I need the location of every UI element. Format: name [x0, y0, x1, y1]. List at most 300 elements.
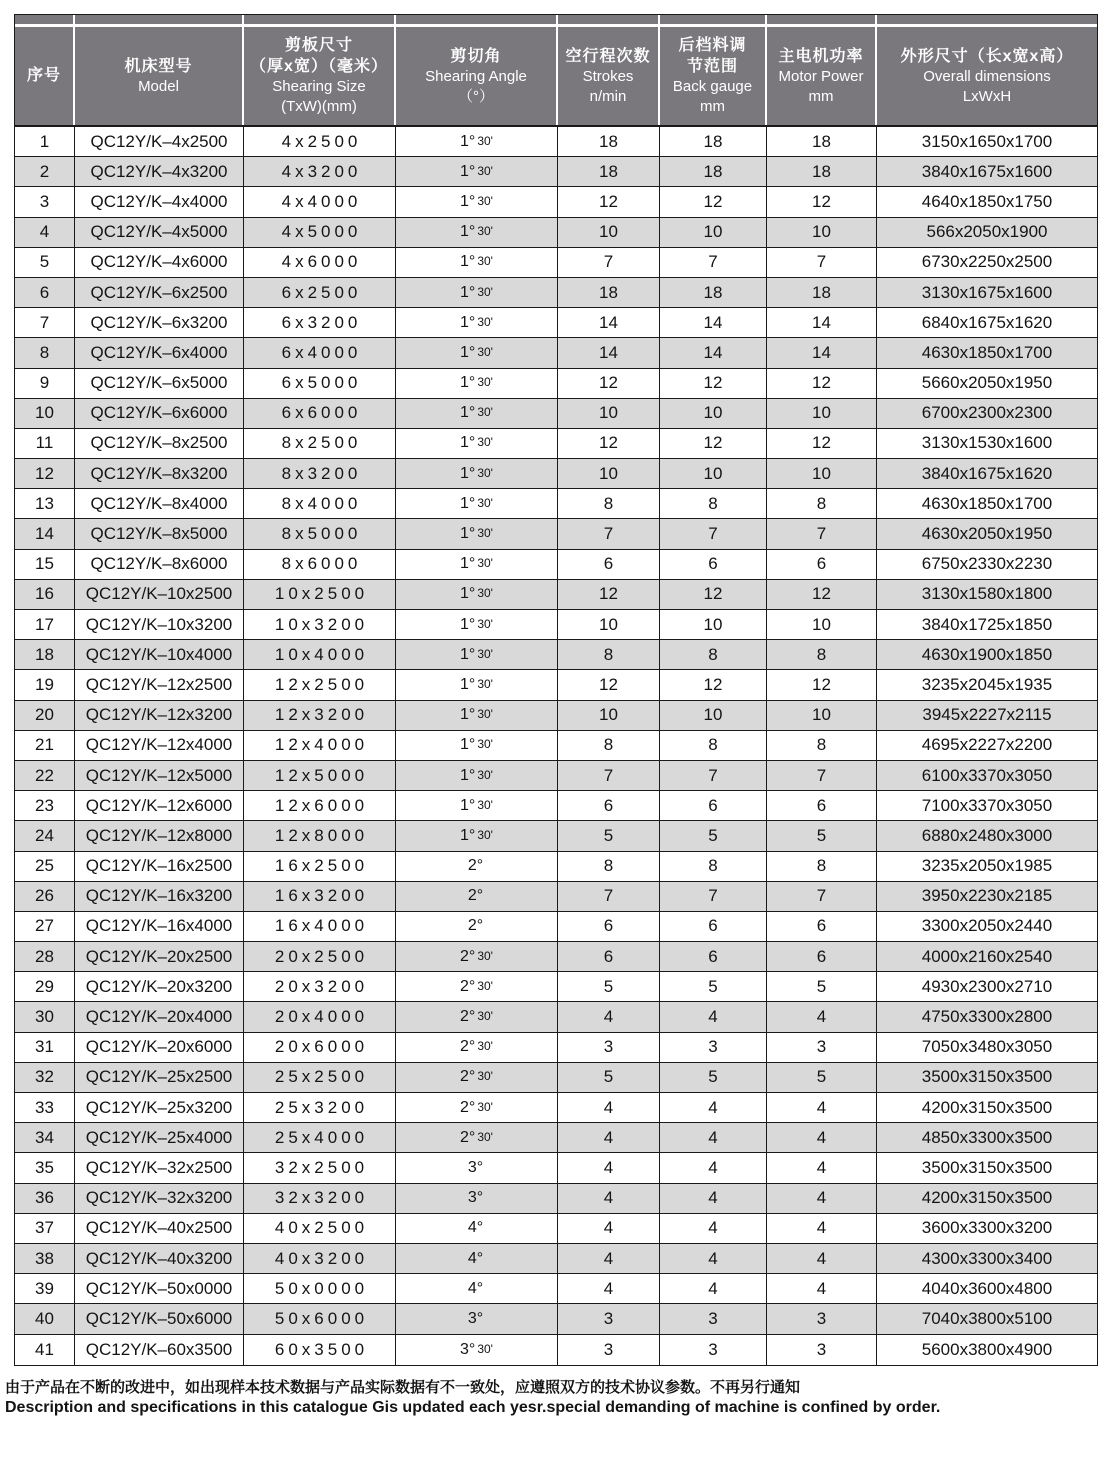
cell-size: 12x5000 [244, 761, 396, 790]
angle-degrees: 2° [460, 1068, 476, 1086]
footnote-en: Description and specifications in this catalogue Gis updated each yesr.special demanding of machine is confined by order. [5, 1399, 941, 1417]
cell-size: 25x3200 [244, 1093, 396, 1122]
cell-size: 12x8000 [244, 821, 396, 850]
cell-model: QC12Y/K–10x4000 [75, 640, 244, 669]
cell-motor: 5 [767, 972, 877, 1001]
angle-minutes: 30' [477, 1039, 493, 1054]
cell-model: QC12Y/K–40x3200 [75, 1244, 244, 1273]
angle-minutes: 30' [477, 767, 493, 782]
angle-degrees: 1° [460, 374, 476, 392]
cell-back-gauge: 3 [660, 1304, 767, 1333]
cell-angle [396, 248, 558, 277]
cell-no: 5 [15, 248, 75, 277]
cell-size: 6x5000 [244, 369, 396, 398]
cell-size: 25x4000 [244, 1123, 396, 1152]
table-header [15, 15, 1097, 127]
cell-no: 30 [15, 1002, 75, 1031]
cell-motor: 3 [767, 1304, 877, 1333]
cell-size: 10x2500 [244, 580, 396, 609]
cell-angle [396, 519, 558, 548]
cell-no: 31 [15, 1033, 75, 1062]
cell-size: 8x2500 [244, 429, 396, 458]
cell-model: QC12Y/K–8x2500 [75, 429, 244, 458]
table-row [15, 1153, 1097, 1183]
angle-degrees: 1° [460, 706, 476, 724]
cell-overall: 5600x3800x4900 [921, 1339, 1053, 1359]
table-row [15, 248, 1097, 278]
cell-model: QC12Y/K–4x6000 [75, 248, 244, 277]
cell-motor: 12 [767, 580, 877, 609]
cell-motor: 4 [767, 1244, 877, 1273]
table-row [15, 1214, 1097, 1244]
header-label: 主电机功率 [778, 47, 864, 65]
cell-back-gauge: 10 [660, 459, 767, 488]
cell-angle [396, 1063, 558, 1092]
angle-minutes: 30' [477, 314, 493, 329]
cell-size: 16x4000 [244, 912, 396, 941]
angle-degrees: 1° [460, 464, 476, 482]
cell-model: QC12Y/K–16x4000 [75, 912, 244, 941]
cell-angle [396, 1304, 558, 1333]
cell-no: 15 [15, 550, 75, 579]
cell-no: 9 [15, 369, 75, 398]
cell-strokes: 6 [558, 912, 660, 941]
cell-model: QC12Y/K–20x4000 [75, 1002, 244, 1031]
cell-strokes: 4 [558, 1093, 660, 1122]
cell-overall: 3300x2050x2440 [921, 916, 1053, 936]
cell-back-gauge: 8 [660, 640, 767, 669]
cell-size: 4x5000 [244, 218, 396, 247]
cell-no: 36 [15, 1184, 75, 1213]
angle-degrees: 1° [460, 645, 476, 663]
angle-degrees: 1° [460, 253, 476, 271]
cell-motor: 5 [767, 821, 877, 850]
header-label: (TxW)(mm) [281, 98, 357, 116]
cell-motor: 4 [767, 1002, 877, 1031]
table-row [15, 1184, 1097, 1214]
cell-angle [396, 1033, 558, 1062]
cell-no: 41 [15, 1335, 75, 1365]
cell-no: 28 [15, 942, 75, 971]
angle-degrees: 1° [460, 192, 476, 210]
cell-back-gauge: 6 [660, 942, 767, 971]
cell-back-gauge: 6 [660, 550, 767, 579]
angle-minutes: 30' [477, 435, 493, 450]
cell-strokes: 5 [558, 821, 660, 850]
angle-minutes: 30' [477, 978, 493, 993]
cell-size: 8x4000 [244, 489, 396, 518]
cell-strokes: 6 [558, 550, 660, 579]
cell-motor: 10 [767, 459, 877, 488]
cell-size: 12x4000 [244, 731, 396, 760]
cell-overall: 6750x2330x2230 [921, 554, 1053, 574]
angle-minutes: 30' [477, 1009, 493, 1024]
cell-angle [396, 187, 558, 216]
cell-overall: 5660x2050x1950 [921, 373, 1053, 393]
cell-back-gauge: 7 [660, 519, 767, 548]
angle-degrees: 1° [460, 615, 476, 633]
cell-back-gauge: 14 [660, 338, 767, 367]
header-label: 空行程次数 [565, 47, 651, 65]
cell-overall: 3950x2230x2185 [921, 886, 1053, 906]
cell-angle [396, 429, 558, 458]
cell-back-gauge: 12 [660, 429, 767, 458]
cell-no: 24 [15, 821, 75, 850]
cell-angle [396, 1244, 558, 1273]
angle-minutes: 30' [477, 616, 493, 631]
cell-motor: 12 [767, 369, 877, 398]
cell-no: 13 [15, 489, 75, 518]
cell-no: 35 [15, 1153, 75, 1182]
cell-back-gauge: 4 [660, 1123, 767, 1152]
cell-no: 39 [15, 1274, 75, 1303]
cell-size: 10x4000 [244, 640, 396, 669]
cell-strokes: 14 [558, 308, 660, 337]
cell-overall: 3600x3300x3200 [921, 1218, 1053, 1238]
cell-angle [396, 1002, 558, 1031]
cell-strokes: 6 [558, 791, 660, 820]
cell-angle [396, 821, 558, 850]
angle-degrees: 1° [460, 736, 476, 754]
cell-model: QC12Y/K–12x5000 [75, 761, 244, 790]
cell-model: QC12Y/K–6x2500 [75, 278, 244, 307]
cell-motor: 12 [767, 429, 877, 458]
cell-no: 3 [15, 187, 75, 216]
angle-degrees: 1° [460, 132, 476, 150]
cell-no: 14 [15, 519, 75, 548]
cell-angle [396, 1214, 558, 1243]
cell-back-gauge: 10 [660, 218, 767, 247]
angle-degrees: 2° [467, 887, 484, 905]
cell-size: 12x3200 [244, 701, 396, 730]
table-row [15, 761, 1097, 791]
header-label: mm [700, 98, 725, 116]
cell-model: QC12Y/K–8x5000 [75, 519, 244, 548]
cell-motor: 7 [767, 761, 877, 790]
cell-size: 12x6000 [244, 791, 396, 820]
cell-model: QC12Y/K–50x6000 [75, 1304, 244, 1333]
table-row [15, 489, 1097, 519]
angle-degrees: 2° [467, 857, 484, 875]
cell-no: 8 [15, 338, 75, 367]
cell-overall: 3235x2050x1985 [921, 856, 1053, 876]
cell-no: 33 [15, 1093, 75, 1122]
table-row [15, 1093, 1097, 1123]
cell-no: 17 [15, 610, 75, 639]
cell-model: QC12Y/K–4x5000 [75, 218, 244, 247]
cell-motor: 3 [767, 1335, 877, 1365]
cell-overall: 4200x3150x3500 [921, 1188, 1053, 1208]
table-row [15, 338, 1097, 368]
cell-overall: 3130x1530x1600 [921, 433, 1053, 453]
cell-no: 25 [15, 852, 75, 881]
angle-degrees: 1° [460, 343, 476, 361]
cell-angle [396, 972, 558, 1001]
cell-strokes: 8 [558, 731, 660, 760]
cell-overall: 7100x3370x3050 [921, 795, 1053, 815]
angle-degrees: 1° [460, 313, 476, 331]
table-row [15, 1244, 1097, 1274]
table-row [15, 942, 1097, 972]
cell-motor: 10 [767, 701, 877, 730]
table-row [15, 1002, 1097, 1032]
cell-overall: 7040x3800x5100 [921, 1308, 1053, 1328]
header-label: （厚x宽）（毫米） [250, 58, 388, 76]
angle-degrees: 1° [460, 404, 476, 422]
angle-degrees: 1° [460, 283, 476, 301]
table-row [15, 791, 1097, 821]
table-row [15, 1063, 1097, 1093]
cell-strokes: 7 [558, 248, 660, 277]
cell-motor: 4 [767, 1093, 877, 1122]
cell-back-gauge: 12 [660, 580, 767, 609]
angle-degrees: 4° [467, 1279, 484, 1297]
cell-strokes: 4 [558, 1153, 660, 1182]
cell-angle [396, 761, 558, 790]
cell-size: 50x6000 [244, 1304, 396, 1333]
header-cell-no [15, 15, 75, 125]
cell-size: 4x3200 [244, 157, 396, 186]
cell-angle [396, 1123, 558, 1152]
cell-model: QC12Y/K–4x2500 [75, 127, 244, 156]
angle-minutes: 30' [477, 133, 493, 148]
cell-strokes: 10 [558, 459, 660, 488]
cell-model: QC12Y/K–25x4000 [75, 1123, 244, 1152]
cell-strokes: 18 [558, 278, 660, 307]
cell-motor: 3 [767, 1033, 877, 1062]
cell-angle [396, 369, 558, 398]
angle-minutes: 30' [477, 737, 493, 752]
table-row [15, 459, 1097, 489]
cell-strokes: 8 [558, 489, 660, 518]
cell-strokes: 8 [558, 640, 660, 669]
cell-angle [396, 882, 558, 911]
cell-motor: 4 [767, 1123, 877, 1152]
cell-angle [396, 338, 558, 367]
header-cell-shearing-size [244, 15, 396, 125]
angle-minutes: 30' [477, 465, 493, 480]
cell-model: QC12Y/K–32x2500 [75, 1153, 244, 1182]
cell-model: QC12Y/K–60x3500 [75, 1335, 244, 1365]
cell-back-gauge: 4 [660, 1093, 767, 1122]
cell-model: QC12Y/K–6x6000 [75, 399, 244, 428]
cell-angle [396, 459, 558, 488]
cell-model: QC12Y/K–6x5000 [75, 369, 244, 398]
cell-motor: 6 [767, 550, 877, 579]
cell-model: QC12Y/K–32x3200 [75, 1184, 244, 1213]
table-row [15, 821, 1097, 851]
angle-minutes: 30' [477, 254, 493, 269]
cell-motor: 8 [767, 852, 877, 881]
angle-degrees: 2° [467, 917, 484, 935]
table-row [15, 369, 1097, 399]
cell-overall: 6730x2250x2500 [921, 252, 1053, 272]
header-label: 节范围 [686, 58, 738, 76]
cell-angle [396, 731, 558, 760]
cell-back-gauge: 5 [660, 821, 767, 850]
cell-overall: 6100x3370x3050 [921, 765, 1053, 785]
cell-overall: 6840x1675x1620 [921, 312, 1053, 332]
cell-overall: 4640x1850x1750 [921, 191, 1053, 211]
header-label: 剪切角 [450, 47, 502, 65]
angle-minutes: 30' [477, 827, 493, 842]
cell-strokes: 10 [558, 701, 660, 730]
angle-minutes: 30' [477, 163, 493, 178]
table-row [15, 882, 1097, 912]
cell-angle [396, 610, 558, 639]
cell-strokes: 10 [558, 218, 660, 247]
cell-size: 25x2500 [244, 1063, 396, 1092]
angle-minutes: 30' [477, 526, 493, 541]
cell-size: 6x4000 [244, 338, 396, 367]
cell-motor: 7 [767, 882, 877, 911]
angle-degrees: 1° [460, 585, 476, 603]
cell-back-gauge: 4 [660, 1153, 767, 1182]
cell-strokes: 5 [558, 972, 660, 1001]
cell-angle [396, 278, 558, 307]
cell-back-gauge: 3 [660, 1335, 767, 1365]
angle-minutes: 30' [477, 193, 493, 208]
table-row [15, 640, 1097, 670]
header-cell-overall-dimensions [877, 15, 1097, 125]
angle-minutes: 30' [477, 586, 493, 601]
cell-back-gauge: 6 [660, 791, 767, 820]
cell-size: 12x2500 [244, 670, 396, 699]
header-label: （°） [458, 87, 494, 105]
cell-strokes: 3 [558, 1304, 660, 1333]
cell-model: QC12Y/K–8x6000 [75, 550, 244, 579]
cell-back-gauge: 4 [660, 1002, 767, 1031]
angle-degrees: 2° [460, 1038, 476, 1056]
cell-back-gauge: 14 [660, 308, 767, 337]
cell-motor: 18 [767, 127, 877, 156]
cell-strokes: 12 [558, 670, 660, 699]
cell-back-gauge: 10 [660, 399, 767, 428]
angle-degrees: 3° [460, 1340, 476, 1358]
cell-strokes: 6 [558, 942, 660, 971]
cell-motor: 7 [767, 519, 877, 548]
angle-degrees: 2° [460, 1098, 476, 1116]
cell-strokes: 18 [558, 127, 660, 156]
angle-minutes: 30' [477, 375, 493, 390]
angle-degrees: 1° [460, 223, 476, 241]
cell-overall: 3500x3150x3500 [921, 1067, 1053, 1087]
table-row [15, 580, 1097, 610]
angle-degrees: 2° [460, 1008, 476, 1026]
header-label: 机床型号 [124, 57, 193, 75]
cell-overall: 3840x1675x1620 [921, 463, 1053, 483]
cell-motor: 18 [767, 278, 877, 307]
cell-strokes: 10 [558, 610, 660, 639]
cell-model: QC12Y/K–16x2500 [75, 852, 244, 881]
cell-angle [396, 157, 558, 186]
cell-motor: 10 [767, 610, 877, 639]
angle-minutes: 30' [477, 284, 493, 299]
cell-strokes: 5 [558, 1063, 660, 1092]
cell-no: 6 [15, 278, 75, 307]
table-row [15, 1274, 1097, 1304]
angle-minutes: 30' [477, 707, 493, 722]
cell-angle [396, 580, 558, 609]
cell-overall: 4200x3150x3500 [921, 1097, 1053, 1117]
cell-model: QC12Y/K–4x3200 [75, 157, 244, 186]
header-label: 序号 [26, 67, 61, 85]
cell-size: 60x3500 [244, 1335, 396, 1365]
cell-strokes: 4 [558, 1002, 660, 1031]
cell-strokes: 12 [558, 187, 660, 216]
table-row [15, 399, 1097, 429]
cell-angle [396, 912, 558, 941]
cell-overall: 3500x3150x3500 [921, 1157, 1053, 1177]
cell-motor: 4 [767, 1274, 877, 1303]
cell-strokes: 10 [558, 399, 660, 428]
cell-motor: 4 [767, 1214, 877, 1243]
cell-no: 18 [15, 640, 75, 669]
table-row [15, 218, 1097, 248]
cell-back-gauge: 4 [660, 1244, 767, 1273]
cell-back-gauge: 8 [660, 852, 767, 881]
cell-angle [396, 942, 558, 971]
angle-minutes: 30' [477, 646, 493, 661]
cell-strokes: 7 [558, 519, 660, 548]
table-row [15, 670, 1097, 700]
cell-overall: 4300x3300x3400 [921, 1248, 1053, 1268]
cell-no: 12 [15, 459, 75, 488]
table-row [15, 1304, 1097, 1334]
header-label: Motor Power [778, 67, 864, 85]
cell-strokes: 4 [558, 1244, 660, 1273]
angle-minutes: 30' [477, 1069, 493, 1084]
cell-back-gauge: 12 [660, 187, 767, 216]
angle-minutes: 30' [477, 556, 493, 571]
table-row [15, 1123, 1097, 1153]
cell-motor: 12 [767, 670, 877, 699]
cell-overall: 3130x1580x1800 [921, 584, 1053, 604]
cell-overall: 4695x2227x2200 [921, 735, 1053, 755]
angle-degrees: 2° [460, 947, 476, 965]
cell-angle [396, 1153, 558, 1182]
cell-back-gauge: 8 [660, 489, 767, 518]
cell-overall: 6700x2300x2300 [921, 403, 1053, 423]
cell-overall: 6880x2480x3000 [921, 825, 1053, 845]
cell-model: QC12Y/K–40x2500 [75, 1214, 244, 1243]
cell-no: 1 [15, 127, 75, 156]
cell-overall: 3235x2045x1935 [921, 674, 1053, 694]
angle-minutes: 30' [477, 1129, 493, 1144]
cell-back-gauge: 7 [660, 248, 767, 277]
cell-no: 20 [15, 701, 75, 730]
cell-angle [396, 791, 558, 820]
header-cell-shearing-angle [396, 15, 558, 125]
table-row [15, 127, 1097, 157]
cell-no: 27 [15, 912, 75, 941]
header-label: Back gauge [672, 78, 753, 96]
cell-back-gauge: 8 [660, 731, 767, 760]
cell-strokes: 4 [558, 1184, 660, 1213]
cell-no: 4 [15, 218, 75, 247]
cell-model: QC12Y/K–12x2500 [75, 670, 244, 699]
cell-size: 16x2500 [244, 852, 396, 881]
cell-no: 21 [15, 731, 75, 760]
angle-minutes: 30' [477, 1099, 493, 1114]
cell-angle [396, 852, 558, 881]
header-label: 剪板尺寸 [284, 37, 353, 55]
angle-degrees: 4° [467, 1249, 484, 1267]
cell-no: 26 [15, 882, 75, 911]
cell-overall: 4040x3600x4800 [921, 1278, 1053, 1298]
cell-no: 37 [15, 1214, 75, 1243]
angle-degrees: 1° [460, 525, 476, 543]
